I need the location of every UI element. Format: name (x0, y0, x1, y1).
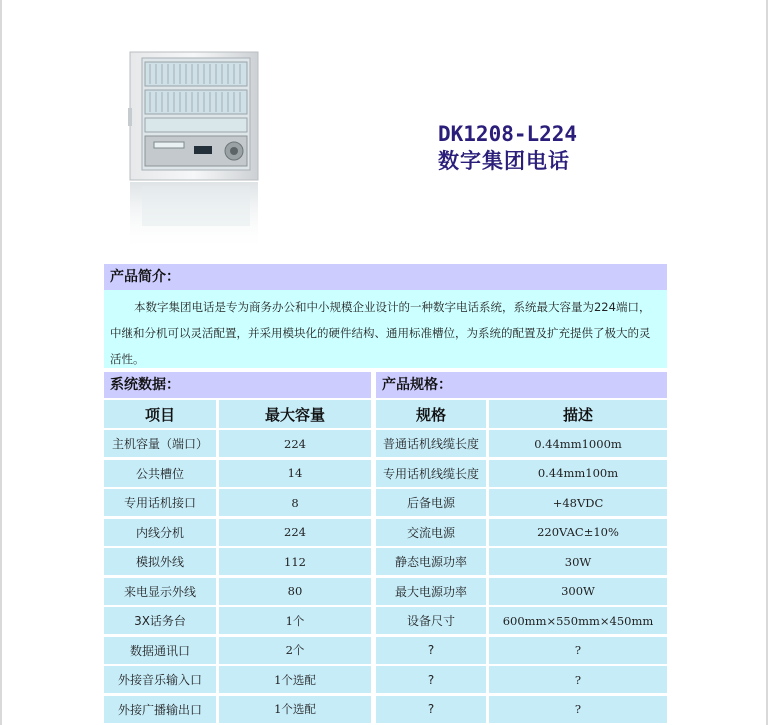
spec-name-cell: 普通话机线缆长度 (376, 430, 486, 457)
system-item-cell: 外接音乐输入口 (104, 666, 216, 693)
spec-name-cell: 静态电源功率 (376, 548, 486, 575)
system-capacity-cell: 112 (219, 548, 371, 575)
specs-col-desc-header: 描述 (489, 400, 667, 428)
spec-name-cell: ? (376, 637, 486, 664)
system-item-cell: 数据通讯口 (104, 637, 216, 664)
system-capacity-cell: 1个选配 (219, 666, 371, 693)
page-border-left (0, 0, 2, 725)
spec-desc-cell: ? (489, 666, 667, 693)
spec-desc-cell: 220VAC±10% (489, 519, 667, 546)
system-data-heading: 系统数据： (104, 372, 371, 398)
system-item-cell: 来电显示外线 (104, 578, 216, 605)
intro-text: 本数字集团电话是专为商务办公和中小规模企业设计的一种数字电话系统，系统最大容量为224端口，中继和分机可以灵活配置，并采用模块化的硬件结构、通用标准槽位，为系统的配置及扩充提供了极大的灵活性。 (104, 290, 667, 368)
specs-col-spec-header: 规格 (376, 400, 486, 428)
intro-heading: 产品简介： (104, 264, 667, 290)
spec-name-cell: 设备尺寸 (376, 607, 486, 634)
system-item-cell: 模拟外线 (104, 548, 216, 575)
system-capacity-cell: 1个 (219, 607, 371, 634)
system-capacity-cell: 2个 (219, 637, 371, 664)
spec-name-cell: 最大电源功率 (376, 578, 486, 605)
system-col-capacity-header: 最大容量 (219, 400, 371, 428)
spec-desc-cell: ? (489, 637, 667, 664)
spec-desc-cell: 300W (489, 578, 667, 605)
product-image (128, 48, 263, 253)
system-item-cell: 公共槽位 (104, 460, 216, 487)
spec-desc-cell: 30W (489, 548, 667, 575)
spec-name-cell: 交流电源 (376, 519, 486, 546)
system-item-cell: 专用话机接口 (104, 489, 216, 516)
spec-desc-cell: 0.44mm100m (489, 460, 667, 487)
system-item-cell: 3X话务台 (104, 607, 216, 634)
spec-name-cell: 专用话机线缆长度 (376, 460, 486, 487)
product-name: 数字集团电话 (438, 149, 570, 173)
system-capacity-cell: 1个选配 (219, 696, 371, 723)
system-capacity-cell: 224 (219, 519, 371, 546)
spec-desc-cell: 600mm×550mm×450mm (489, 607, 667, 634)
system-col-item-header: 项目 (104, 400, 216, 428)
spec-desc-cell: 0.44mm1000m (489, 430, 667, 457)
system-item-cell: 主机容量（端口） (104, 430, 216, 457)
system-item-cell: 外接广播输出口 (104, 696, 216, 723)
page-border-right (766, 0, 768, 725)
system-capacity-cell: 14 (219, 460, 371, 487)
system-capacity-cell: 80 (219, 578, 371, 605)
spec-desc-cell: ? (489, 696, 667, 723)
system-item-cell: 内线分机 (104, 519, 216, 546)
product-model: DK1208-L224 (438, 122, 578, 146)
specs-heading: 产品规格： (376, 372, 667, 398)
spec-name-cell: ? (376, 666, 486, 693)
spec-name-cell: 后备电源 (376, 489, 486, 516)
spec-name-cell: ? (376, 696, 486, 723)
title-block (438, 121, 577, 175)
system-capacity-cell: 8 (219, 489, 371, 516)
spec-desc-cell: +48VDC (489, 489, 667, 516)
system-capacity-cell: 224 (219, 430, 371, 457)
